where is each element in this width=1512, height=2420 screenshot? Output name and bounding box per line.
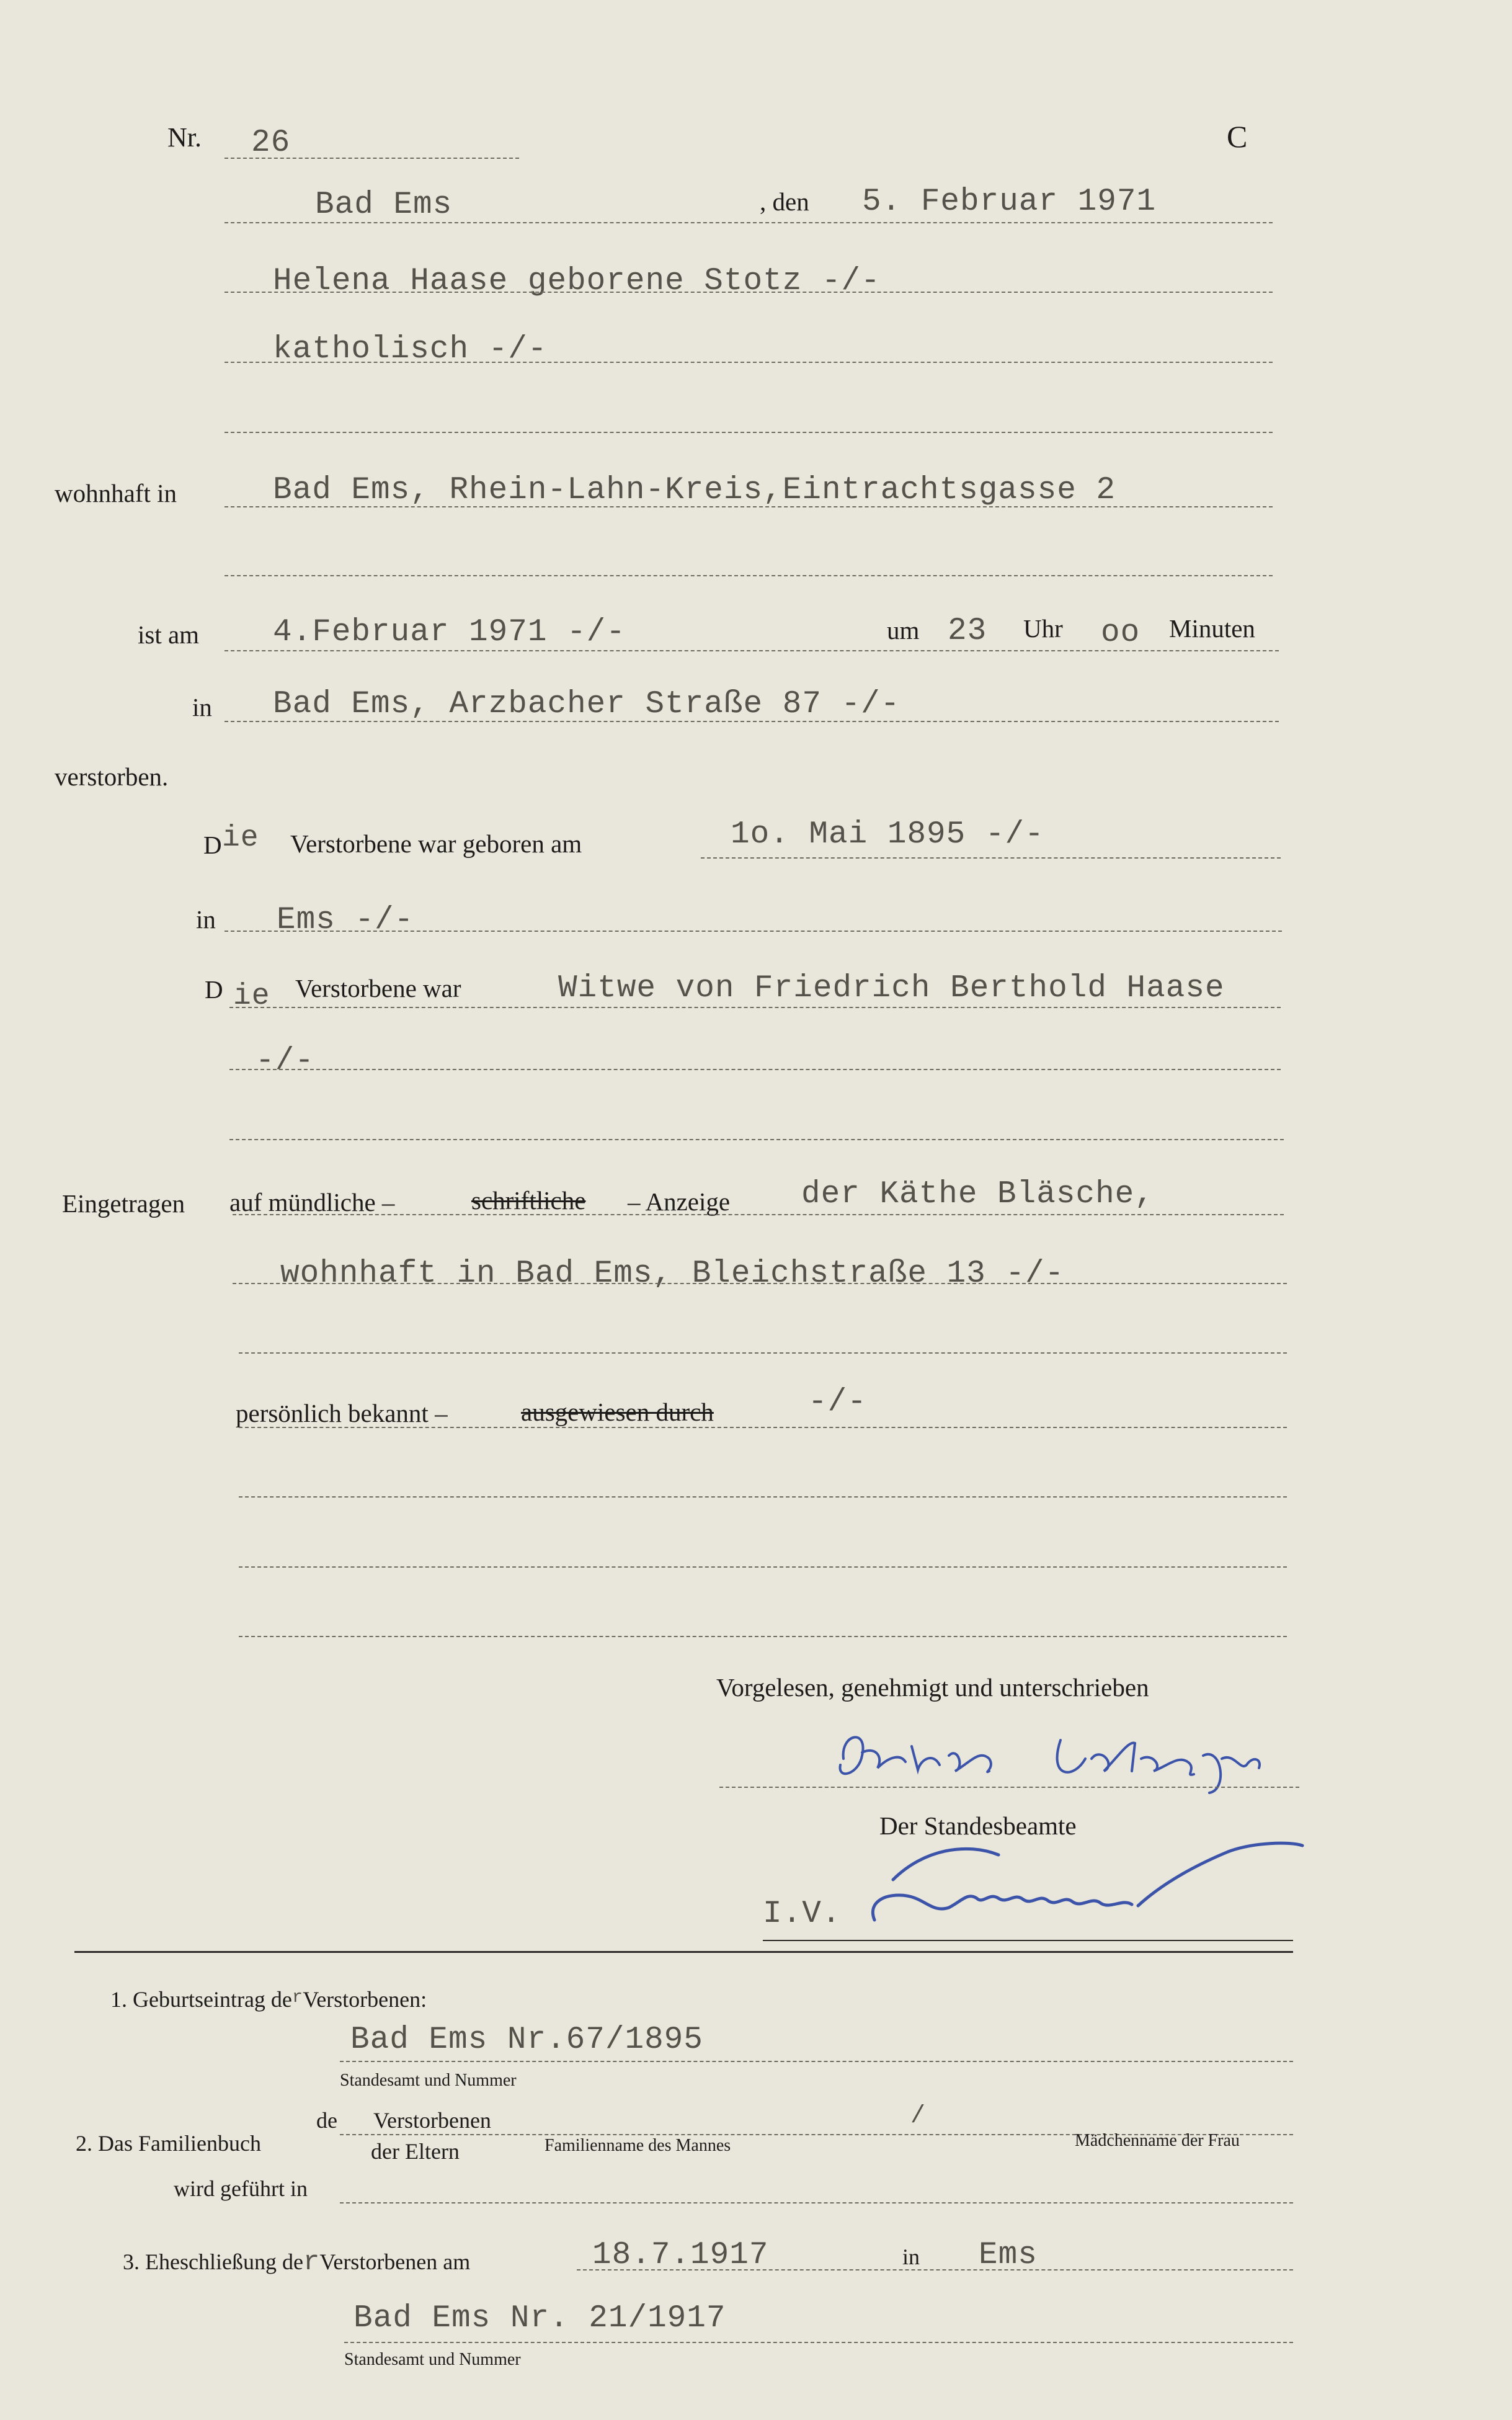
den-label: , den — [760, 187, 809, 216]
um-label: um — [887, 616, 920, 645]
die-d-label: D — [203, 831, 222, 859]
informant-signature-image — [825, 1721, 1315, 1796]
record-date: 5. Februar 1971 — [862, 184, 1157, 220]
die-typed-suffix: ie — [222, 821, 259, 855]
nr-label: Nr. — [167, 122, 202, 153]
minuten-label: Minuten — [1169, 614, 1255, 643]
item1-label: 1. Geburtseintrag $de^rVerstorbenen$: — [110, 1987, 427, 2012]
item2-mann-caption: Familienname des Mannes — [545, 2136, 731, 2155]
birth-place-line — [225, 931, 1282, 932]
death-place: Bad Ems, Arzbacher Straße 87 -/- — [273, 687, 901, 722]
eingetragen-label: Eingetragen — [62, 1189, 185, 1218]
item2-de: de — [316, 2108, 337, 2133]
item3-place: Ems — [979, 2238, 1038, 2273]
footer-divider — [74, 1951, 1293, 1953]
status-line — [229, 1007, 1281, 1008]
religion: katholisch -/- — [273, 332, 548, 367]
status-typed-suffix: ie — [233, 980, 270, 1013]
blank-line-1 — [225, 432, 1273, 433]
birth-place: Ems -/- — [277, 903, 414, 938]
informant-address-line — [233, 1283, 1287, 1284]
standesbeamte-label: Der Standesbeamte — [879, 1811, 1077, 1840]
item2-slash: / — [910, 2102, 927, 2130]
item1-caption: Standesamt und Nummer — [340, 2071, 517, 2090]
muendliche-label: auf mündliche – — [229, 1188, 395, 1217]
verstorben-label: verstorben. — [55, 762, 169, 791]
marital-status-cont: -/- — [256, 1043, 314, 1079]
blank-line-4 — [239, 1352, 1287, 1354]
informant-line — [233, 1214, 1284, 1215]
birth-date-line — [701, 857, 1281, 859]
vorgelesen-label: Vorgelesen, genehmigt und unterschrieben — [716, 1673, 1149, 1702]
item3-date: 18.7.1917 — [592, 2238, 769, 2273]
in-label-birth: in — [196, 905, 216, 934]
uhr-label: Uhr — [1023, 614, 1063, 643]
item2-wird-line — [340, 2202, 1293, 2203]
marital-status: Witwe von Friedrich Berthold Haase — [558, 971, 1225, 1006]
ausgewiesen-label: ausgewiesen durch — [521, 1398, 714, 1426]
blank-line-7 — [239, 1636, 1287, 1637]
item2-eltern: der Eltern — [371, 2139, 460, 2164]
religion-line — [225, 362, 1273, 363]
official-signature-image — [856, 1836, 1315, 1929]
wohnhaft-label: wohnhaft in — [55, 479, 177, 507]
schriftliche-label: schriftliche — [471, 1186, 586, 1215]
informant-address: wohnhaft in Bad Ems, Bleichstraße 13 -/- — [280, 1256, 1065, 1292]
place-of-record: Bad Ems — [315, 187, 453, 223]
item2-frau-caption: Mädchenname der Frau — [1075, 2131, 1240, 2150]
ist-am-label: ist am — [138, 620, 200, 649]
persoenlich-bekannt-label: persönlich bekannt – — [236, 1399, 448, 1427]
record-number: 26 — [251, 125, 291, 161]
death-date: 4.Februar 1971 -/- — [273, 615, 626, 650]
informant-signature-line — [719, 1787, 1299, 1788]
birth-date: 1o. Mai 1895 -/- — [731, 817, 1044, 852]
informant-name: der Käthe Bläsche, — [801, 1177, 1154, 1212]
geboren-am-label: Verstorbene war geboren am — [290, 829, 582, 858]
blank-line-2 — [225, 575, 1273, 576]
death-place-line — [225, 721, 1279, 722]
register-letter: C — [1227, 119, 1248, 154]
bekannt-line — [239, 1427, 1287, 1428]
item1-value: Bad Ems Nr.67/1895 — [350, 2022, 703, 2058]
death-hour: 23 — [948, 614, 987, 649]
iv-label: I.V. — [763, 1896, 842, 1932]
in-label-death: in — [192, 693, 212, 721]
status-d-label: D — [205, 975, 223, 1004]
ausgewiesen-value: -/- — [808, 1385, 867, 1420]
item3-caption: Standesamt und Nummer — [344, 2350, 521, 2369]
verstorbene-war-label: Verstorbene war — [295, 974, 461, 1002]
blank-line-5 — [239, 1496, 1287, 1498]
nr-line — [225, 158, 519, 159]
anzeige-label: – Anzeige — [628, 1187, 731, 1216]
item3-value: Bad Ems Nr. 21/1917 — [354, 2301, 726, 2336]
status-line-2 — [229, 1069, 1281, 1070]
item3-label: 3. Eheschließung derVerstorbenen am — [123, 2247, 471, 2278]
official-signature-line — [763, 1940, 1293, 1941]
blank-line-6 — [239, 1566, 1287, 1568]
blank-line-3 — [229, 1139, 1284, 1140]
place-date-line — [225, 222, 1273, 223]
death-minutes: oo — [1101, 615, 1141, 651]
item2-verstorbenen: Verstorbenen — [373, 2108, 491, 2133]
death-date-line — [225, 650, 1279, 651]
item2-label: 2. Das Familienbuch — [76, 2131, 261, 2156]
residence: Bad Ems, Rhein-Lahn-Kreis,Eintrachtsgasse 2 — [273, 473, 1116, 508]
item3-in: in — [902, 2244, 920, 2269]
item2-wird-label: wird geführt in — [174, 2176, 308, 2201]
deceased-name: Helena Haase geborene Stotz -/- — [273, 264, 881, 299]
item3-line — [577, 2269, 1293, 2270]
name-line — [225, 292, 1273, 293]
residence-line — [225, 506, 1273, 507]
item3-value-line — [344, 2342, 1293, 2343]
item1-line — [340, 2061, 1293, 2062]
